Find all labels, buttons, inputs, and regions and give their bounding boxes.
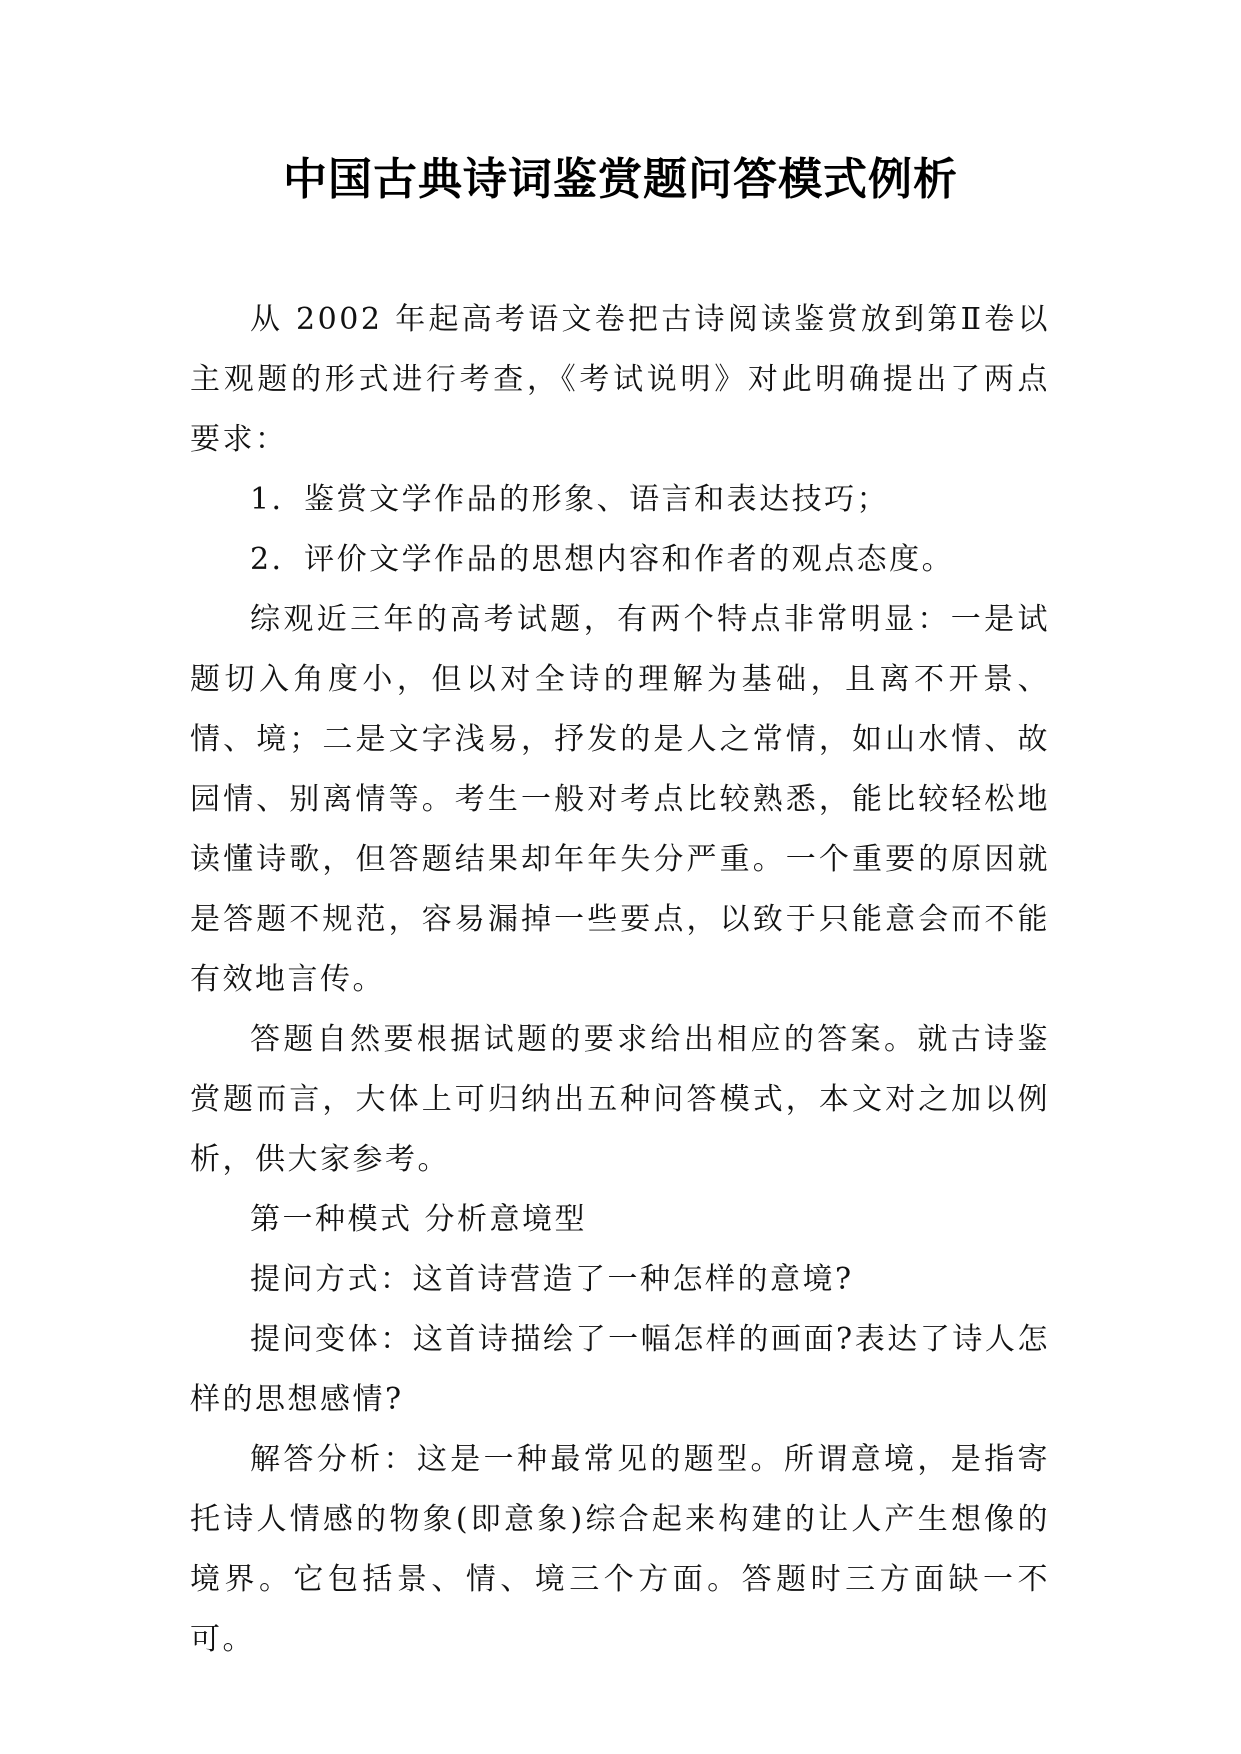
document-body xyxy=(190,290,1050,1670)
paragraph-requirement-2: 2．评价文学作品的思想内容和作者的观点态度。 xyxy=(250,542,955,577)
paragraph-question-form: 提问方式：这首诗营造了一种怎样的意境? xyxy=(250,1262,854,1297)
paragraph-requirement-1: 1．鉴赏文学作品的形象、语言和表达技巧； xyxy=(250,482,890,517)
paragraph-answer-analysis: 解答分析：这是一种最常见的题型。所谓意境，是指寄托诗人情感的物象(即意象)综合起来构建的让人产生想像的境界。它包括景、情、境三个方面。答题时三方面缺一不可。 xyxy=(190,1442,1050,1657)
paragraph-question-variant: 提问变体：这首诗描绘了一幅怎样的画面?表达了诗人怎样的思想感情? xyxy=(190,1322,1050,1417)
paragraph-overview: 答题自然要根据试题的要求给出相应的答案。就古诗鉴赏题而言，大体上可归纳出五种问答模式，本文对之加以例析，供大家参考。 xyxy=(190,1022,1050,1177)
paragraph-intro: 从 2002 年起高考语文卷把古诗阅读鉴赏放到第Ⅱ卷以主观题的形式进行考查，《考试说明》对此明确提出了两点要求： xyxy=(190,302,1050,457)
document-title: 中国古典诗词鉴赏题问答模式例析 xyxy=(283,154,958,205)
paragraph-analysis: 综观近三年的高考试题，有两个特点非常明显：一是试题切入角度小，但以对全诗的理解为基础，且离不开景、情、境；二是文字浅易，抒发的是人之常情，如山水情、故园情、别离情等。考生一般对考点比较熟悉，能比较轻松地读懂诗歌，但答题结果却年年失分严重。一个重要的原因就是答题不规范，容易漏掉一些要点，以致于只能意会而不能有效地言传。 xyxy=(190,602,1050,997)
paragraph-mode-heading: 第一种模式 分析意境型 xyxy=(250,1202,588,1237)
